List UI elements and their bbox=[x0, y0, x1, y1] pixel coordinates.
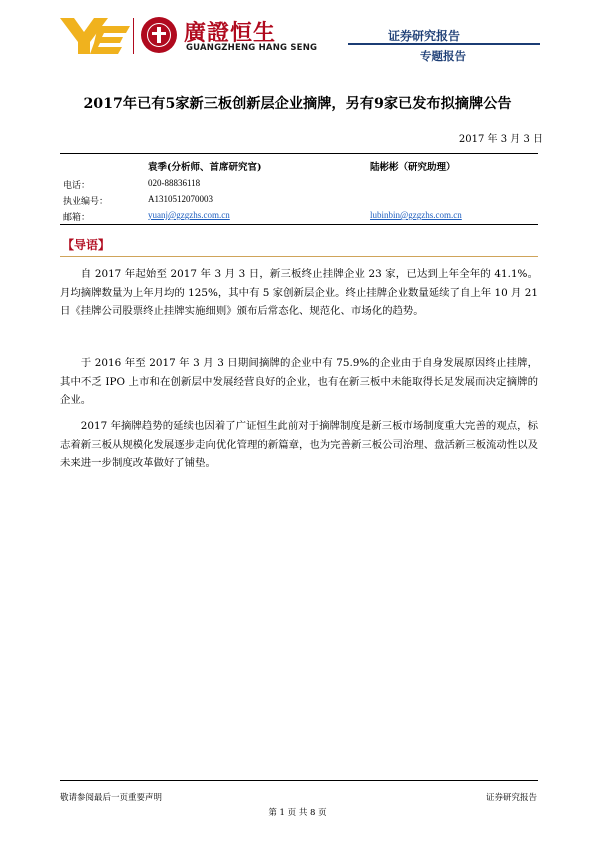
page-title: 2017年已有5家新三板创新层企业摘牌，另有9家已发布拟摘牌公告 bbox=[83, 96, 512, 112]
analyst-email-link[interactable]: yuanj@gzgzhs.com.cn bbox=[148, 210, 230, 220]
license-value: A1310512070003 bbox=[148, 194, 213, 204]
seal-icon bbox=[141, 17, 177, 53]
intro-paragraph-1: 自 2017 年起始至 2017 年 3 月 3 日，新三板终止挂牌企业 23 家，已达到上年全年的 41.1%。月均摘牌数量为上年月均的 125%，其中有 5 家创新层企业。终止挂牌企业数量延续了自上年 10 月 21 日《挂牌公司股票终止挂牌实施细则》颁布后常态化、规范化、市场化的趋势。 bbox=[60, 268, 538, 317]
report-date: 2017 年 3 月 3 日 bbox=[458, 134, 543, 145]
footer-disclaimer: 敬请参阅最后一页重要声明 bbox=[60, 793, 163, 803]
brand-name-en: GUANGZHENG HANG SENG bbox=[186, 43, 318, 53]
report-subtype: 专题报告 bbox=[420, 49, 466, 63]
assistant-email-link[interactable]: lubinbin@gzgzhs.com.cn bbox=[370, 210, 462, 220]
intro-rule bbox=[60, 256, 538, 257]
report-type: 证券研究报告 bbox=[388, 29, 461, 43]
analyst-name: 袁季(分析师、首席研究官) bbox=[148, 162, 262, 173]
footer-report-type: 证券研究报告 bbox=[485, 793, 537, 803]
intro-paragraph-2: 于 2016 年至 2017 年 3 月 3 日期间摘牌的企业中有 75.9%的企业由于自身发展原因终止挂牌，其中不乏 IPO 上市和在创新层中发展经营良好的企业，也有在新三板中未能取得长足发展而决定摘牌的企业。 bbox=[60, 357, 538, 406]
assistant-name: 陆彬彬（研究助理） bbox=[370, 162, 456, 173]
intro-heading: 【导语】 bbox=[62, 238, 111, 252]
ye-logo-icon bbox=[60, 16, 130, 56]
intro-paragraph-3: 2017 年摘牌趋势的延续也因着了广证恒生此前对于摘牌制度是新三板市场制度重大完善的观点，标志着新三板从规模化发展逐步走向优化管理的新篇章，也为完善新三板公司治理、盘活新三板流动性以及未来进一步制度改革做好了铺垫。 bbox=[60, 420, 538, 469]
contact-bottom-rule bbox=[60, 224, 538, 225]
phone-label: 电话： bbox=[63, 181, 91, 191]
logo-divider bbox=[133, 18, 134, 54]
phone-value: 020-88836118 bbox=[148, 178, 201, 188]
footer-rule bbox=[60, 780, 538, 781]
page-number: 第 1 页 共 8 页 bbox=[268, 808, 327, 818]
brand-name-cn: 廣證恒生 bbox=[184, 21, 277, 46]
email-label: 邮箱： bbox=[63, 213, 91, 223]
contact-top-rule bbox=[60, 153, 538, 154]
license-label: 执业编号： bbox=[63, 197, 109, 207]
header-divider bbox=[348, 43, 540, 45]
